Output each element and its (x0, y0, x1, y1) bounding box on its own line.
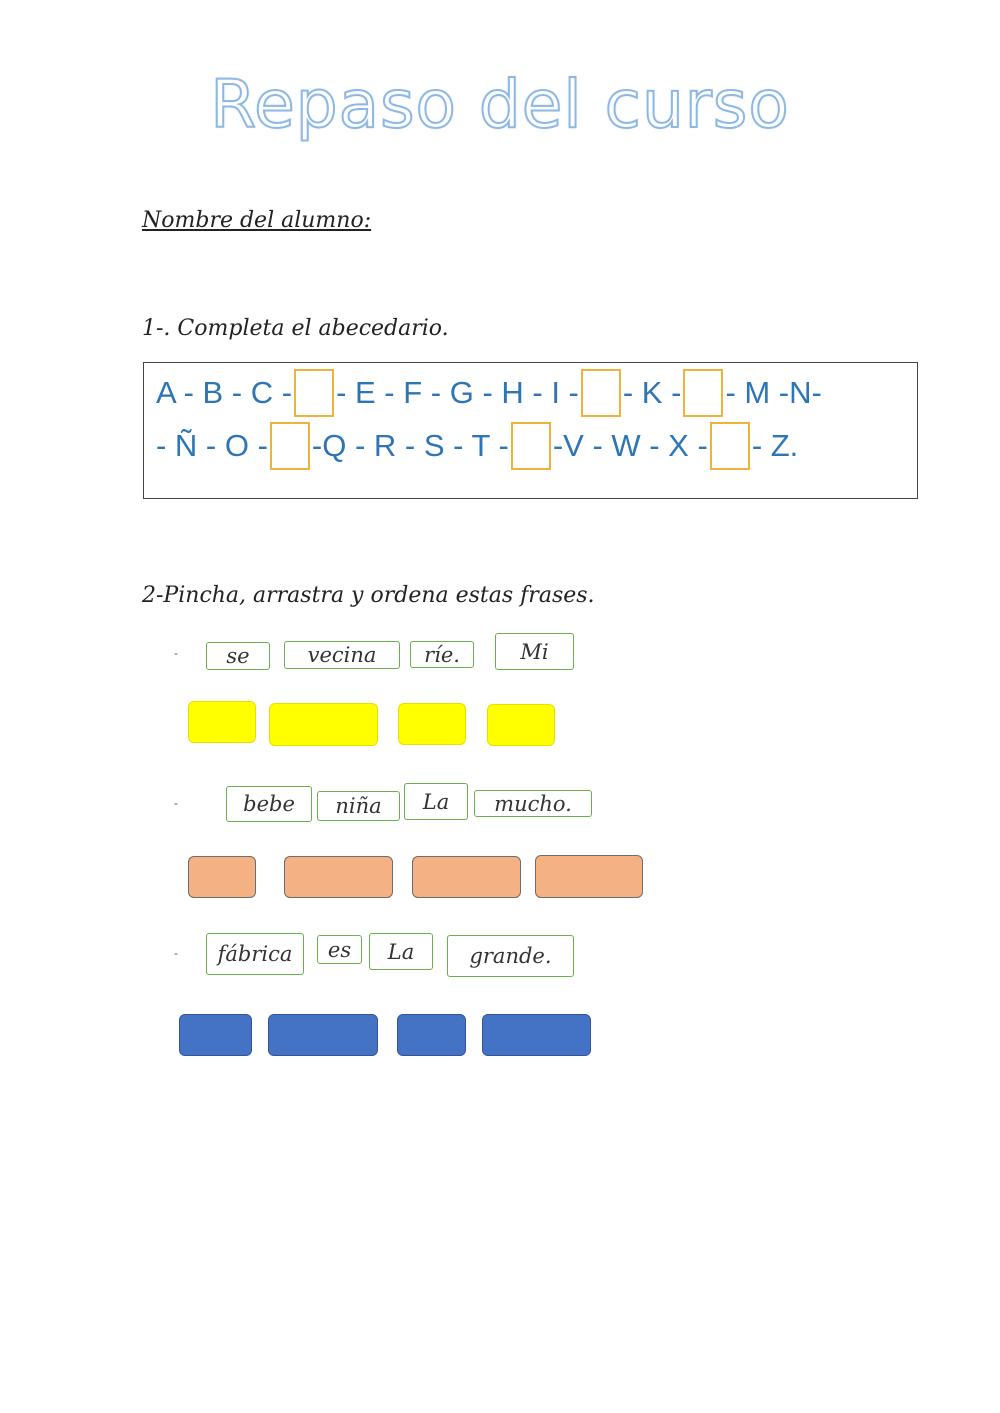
blank-y[interactable] (710, 422, 750, 470)
word-tile[interactable]: se (206, 642, 270, 670)
student-name-label: Nombre del alumno: (142, 208, 372, 233)
exercise2-heading: 2-Pincha, arrastra y ordena estas frases. (142, 583, 595, 608)
drop-slot[interactable] (269, 703, 378, 746)
word-tile[interactable]: grande. (447, 935, 574, 977)
bullet: - (174, 946, 178, 960)
word-tile[interactable]: La (404, 783, 468, 820)
bullet: - (174, 646, 178, 660)
page-title: Repaso del curso (210, 66, 790, 143)
drop-slot[interactable] (188, 701, 256, 743)
bullet: - (174, 796, 178, 810)
alphabet-segment: A - B - C - (156, 375, 293, 410)
drop-slot[interactable] (268, 1014, 378, 1056)
word-tile[interactable]: bebe (226, 786, 312, 822)
word-tile[interactable]: vecina (284, 641, 400, 669)
alphabet-segment: - K - (622, 375, 682, 410)
alphabet-segment: - E - F - G - H - I - (336, 375, 579, 410)
drop-slot[interactable] (487, 704, 555, 746)
word-tile[interactable]: Mi (495, 633, 574, 670)
drop-slot[interactable] (398, 703, 466, 745)
alphabet-line-1 (156, 368, 822, 418)
exercise1-heading: 1-. Completa el abecedario. (142, 316, 449, 341)
word-tile[interactable]: La (369, 933, 433, 970)
alphabet-segment: - Z. (751, 428, 799, 463)
drop-slot[interactable] (412, 856, 521, 898)
drop-slot[interactable] (482, 1014, 591, 1056)
drop-slot[interactable] (535, 855, 643, 898)
word-tile[interactable]: niña (317, 791, 400, 821)
blank-p[interactable] (270, 422, 310, 470)
alphabet-segment: - M -N- (725, 375, 822, 410)
word-tile[interactable]: es (317, 935, 362, 964)
drop-slot[interactable] (397, 1014, 466, 1056)
drop-slot[interactable] (179, 1014, 252, 1056)
word-tile[interactable]: fábrica (206, 933, 304, 975)
alphabet-segment: -Q - R - S - T - (311, 428, 509, 463)
alphabet-line-2 (156, 421, 798, 471)
blank-l[interactable] (683, 369, 723, 417)
word-tile[interactable]: ríe. (410, 641, 474, 668)
drop-slot[interactable] (188, 856, 256, 898)
blank-u[interactable] (511, 422, 551, 470)
alphabet-segment: -V - W - X - (552, 428, 708, 463)
word-tile[interactable]: mucho. (474, 790, 592, 817)
blank-d[interactable] (294, 369, 334, 417)
blank-j[interactable] (581, 369, 621, 417)
alphabet-segment: - Ñ - O - (156, 428, 268, 463)
drop-slot[interactable] (284, 856, 393, 898)
